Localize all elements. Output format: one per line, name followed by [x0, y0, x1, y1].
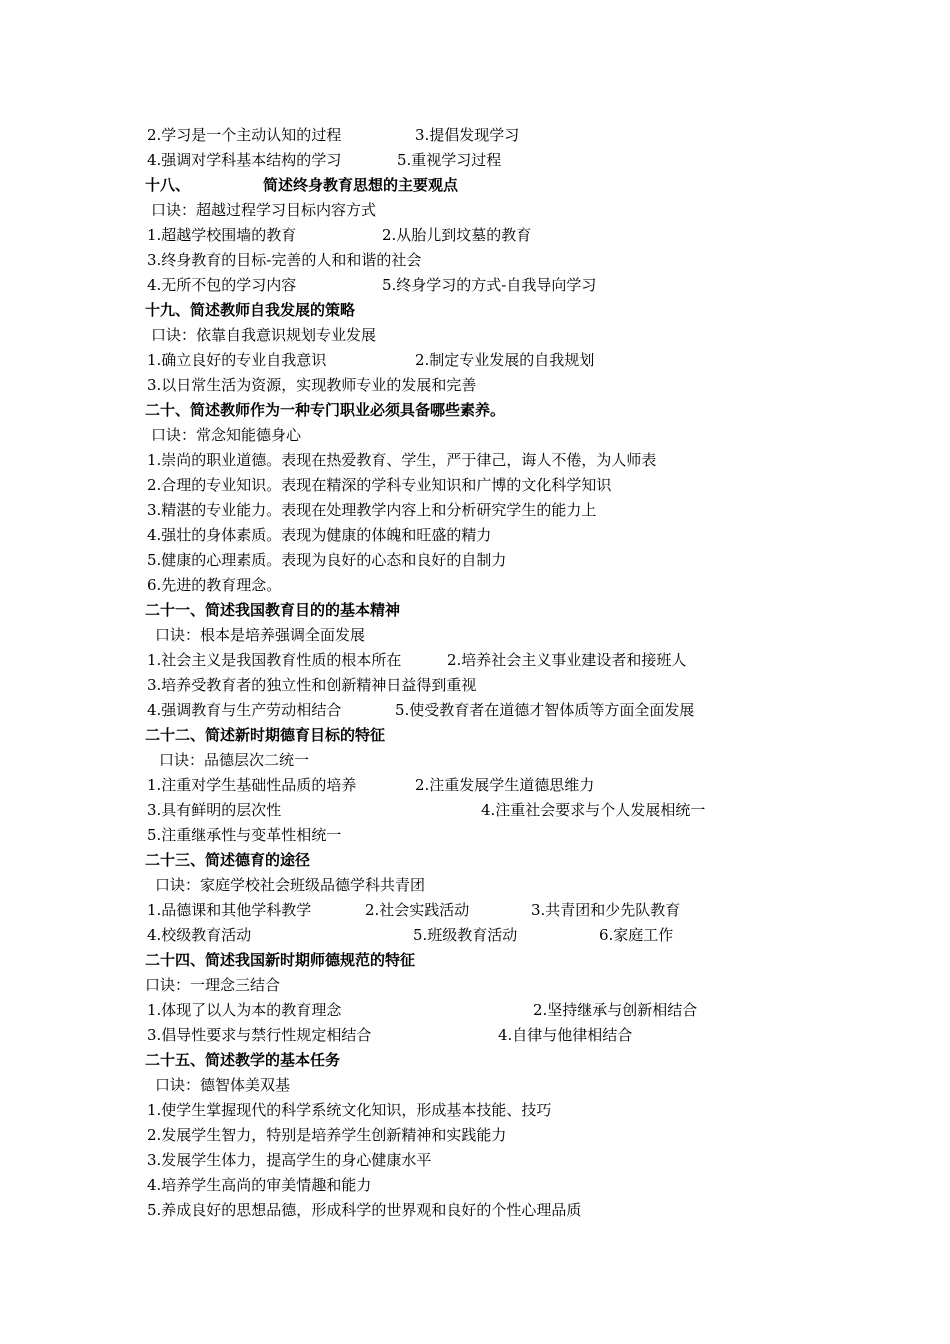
list-item-line [145, 273, 765, 297]
mnemonic-text: 口诀：根本是培养强调全面发展 [155, 626, 366, 644]
item-text: 1.崇尚的职业道德。表现在热爱教育、学生，严于律己，诲人不倦，为人师表 [147, 451, 657, 469]
section-heading [145, 723, 765, 747]
item-text: 3.精湛的专业能力。表现在处理教学内容上和分析研究学生的能力上 [147, 501, 597, 519]
heading-text: 二十、简述教师作为一种专门职业必须具备哪些素养。 [145, 401, 506, 419]
heading-text: 二十一、简述我国教育目的的基本精神 [145, 601, 401, 619]
item-text: 3.终身教育的目标-完善的人和和谐的社会 [147, 251, 422, 269]
list-item-line [145, 573, 765, 597]
list-item-line [145, 798, 765, 822]
item-text: 5.养成良好的思想品德，形成科学的世界观和良好的个性心理品质 [147, 1201, 582, 1219]
heading-text: 简述终身教育思想的主要观点 [263, 176, 459, 194]
item-text: 1.品德课和其他学科教学 [147, 901, 312, 919]
section-heading [145, 398, 765, 422]
item-text: 4.培养学生高尚的审美情趣和能力 [147, 1176, 372, 1194]
item-text: 3.提倡发现学习 [415, 126, 520, 144]
item-text: 2.制定专业发展的自我规划 [415, 351, 595, 369]
mnemonic-line [145, 973, 765, 997]
item-text: 4.无所不包的学习内容 [147, 276, 297, 294]
section-heading [145, 1048, 765, 1072]
item-text: 2.培养社会主义事业建设者和接班人 [447, 651, 687, 669]
item-text: 4.强调教育与生产劳动相结合 [147, 701, 342, 719]
mnemonic-line [145, 323, 765, 347]
mnemonic-line [145, 873, 765, 897]
mnemonic-text: 口诀：依靠自我意识规划专业发展 [151, 326, 377, 344]
list-item-line [145, 148, 765, 172]
heading-text: 十九、简述教师自我发展的策略 [145, 301, 356, 319]
section-heading [145, 848, 765, 872]
heading-text: 十八、 [145, 176, 191, 194]
list-item-line [145, 773, 765, 797]
mnemonic-text: 口诀：超越过程学习目标内容方式 [151, 201, 377, 219]
list-item-line [145, 1098, 765, 1122]
list-item-line [145, 373, 765, 397]
item-text: 5.班级教育活动 [413, 926, 518, 944]
item-text: 4.强壮的身体素质。表现为健康的体魄和旺盛的精力 [147, 526, 492, 544]
item-text: 1.超越学校围墙的教育 [147, 226, 297, 244]
item-text: 1.确立良好的专业自我意识 [147, 351, 327, 369]
item-text: 2.注重发展学生道德思维力 [415, 776, 595, 794]
mnemonic-line [145, 623, 765, 647]
mnemonic-text: 口诀：一理念三结合 [145, 976, 281, 994]
mnemonic-text: 口诀：德智体美双基 [155, 1076, 291, 1094]
list-item-line [145, 498, 765, 522]
mnemonic-line [145, 423, 765, 447]
mnemonic-text: 口诀：品德层次二统一 [159, 751, 310, 769]
list-item-line [145, 473, 765, 497]
item-text: 2.学习是一个主动认知的过程 [147, 126, 342, 144]
item-text: 4.校级教育活动 [147, 926, 252, 944]
list-item-line [145, 1023, 765, 1047]
section-heading [145, 173, 765, 197]
list-item-line [145, 348, 765, 372]
item-text: 3.共青团和少先队教育 [531, 901, 681, 919]
section-heading [145, 298, 765, 322]
list-item-line [145, 523, 765, 547]
mnemonic-line [145, 1073, 765, 1097]
list-item-line [145, 648, 765, 672]
list-item-line [145, 1198, 765, 1222]
list-item-line [145, 123, 765, 147]
list-item-line [145, 248, 765, 272]
heading-text: 二十四、简述我国新时期师德规范的特征 [145, 951, 416, 969]
item-text: 5.使受教育者在道德才智体质等方面全面发展 [395, 701, 695, 719]
mnemonic-text: 口诀：家庭学校社会班级品德学科共青团 [155, 876, 426, 894]
list-item-line [145, 1123, 765, 1147]
list-item-line [145, 548, 765, 572]
item-text: 5.重视学习过程 [397, 151, 502, 169]
list-item-line [145, 923, 765, 947]
item-text: 2.合理的专业知识。表现在精深的学科专业知识和广博的文化科学知识 [147, 476, 612, 494]
list-item-line [145, 1173, 765, 1197]
item-text: 3.以日常生活为资源，实现教师专业的发展和完善 [147, 376, 477, 394]
item-text: 2.从胎儿到坟墓的教育 [382, 226, 532, 244]
mnemonic-line [145, 198, 765, 222]
list-item-line [145, 223, 765, 247]
list-item-line [145, 823, 765, 847]
section-heading [145, 948, 765, 972]
section-heading [145, 598, 765, 622]
item-text: 2.发展学生智力，特别是培养学生创新精神和实践能力 [147, 1126, 507, 1144]
heading-text: 二十五、简述教学的基本任务 [145, 1051, 341, 1069]
item-text: 2.社会实践活动 [365, 901, 470, 919]
item-text: 2.坚持继承与创新相结合 [533, 1001, 698, 1019]
heading-text: 二十三、简述德育的途径 [145, 851, 311, 869]
mnemonic-text: 口诀：常念知能德身心 [151, 426, 302, 444]
item-text: 4.注重社会要求与个人发展相统一 [481, 801, 706, 819]
list-item-line [145, 698, 765, 722]
item-text: 5.注重继承性与变革性相统一 [147, 826, 342, 844]
item-text: 3.培养受教育者的独立性和创新精神日益得到重视 [147, 676, 477, 694]
list-item-line [145, 898, 765, 922]
item-text: 3.发展学生体力，提高学生的身心健康水平 [147, 1151, 432, 1169]
item-text: 5.终身学习的方式-自我导向学习 [382, 276, 597, 294]
item-text: 4.自律与他律相结合 [498, 1026, 633, 1044]
item-text: 6.先进的教育理念。 [147, 576, 282, 594]
heading-text: 二十二、简述新时期德育目标的特征 [145, 726, 386, 744]
mnemonic-line [145, 748, 765, 772]
item-text: 1.使学生掌握现代的科学系统文化知识，形成基本技能、技巧 [147, 1101, 552, 1119]
list-item-line [145, 998, 765, 1022]
item-text: 5.健康的心理素质。表现为良好的心态和良好的自制力 [147, 551, 507, 569]
item-text: 4.强调对学科基本结构的学习 [147, 151, 342, 169]
list-item-line [145, 448, 765, 472]
item-text: 1.体现了以人为本的教育理念 [147, 1001, 342, 1019]
item-text: 3.倡导性要求与禁行性规定相结合 [147, 1026, 372, 1044]
item-text: 6.家庭工作 [599, 926, 674, 944]
list-item-line [145, 1148, 765, 1172]
item-text: 1.注重对学生基础性品质的培养 [147, 776, 357, 794]
list-item-line [145, 673, 765, 697]
item-text: 3.具有鲜明的层次性 [147, 801, 282, 819]
item-text: 1.社会主义是我国教育性质的根本所在 [147, 651, 402, 669]
